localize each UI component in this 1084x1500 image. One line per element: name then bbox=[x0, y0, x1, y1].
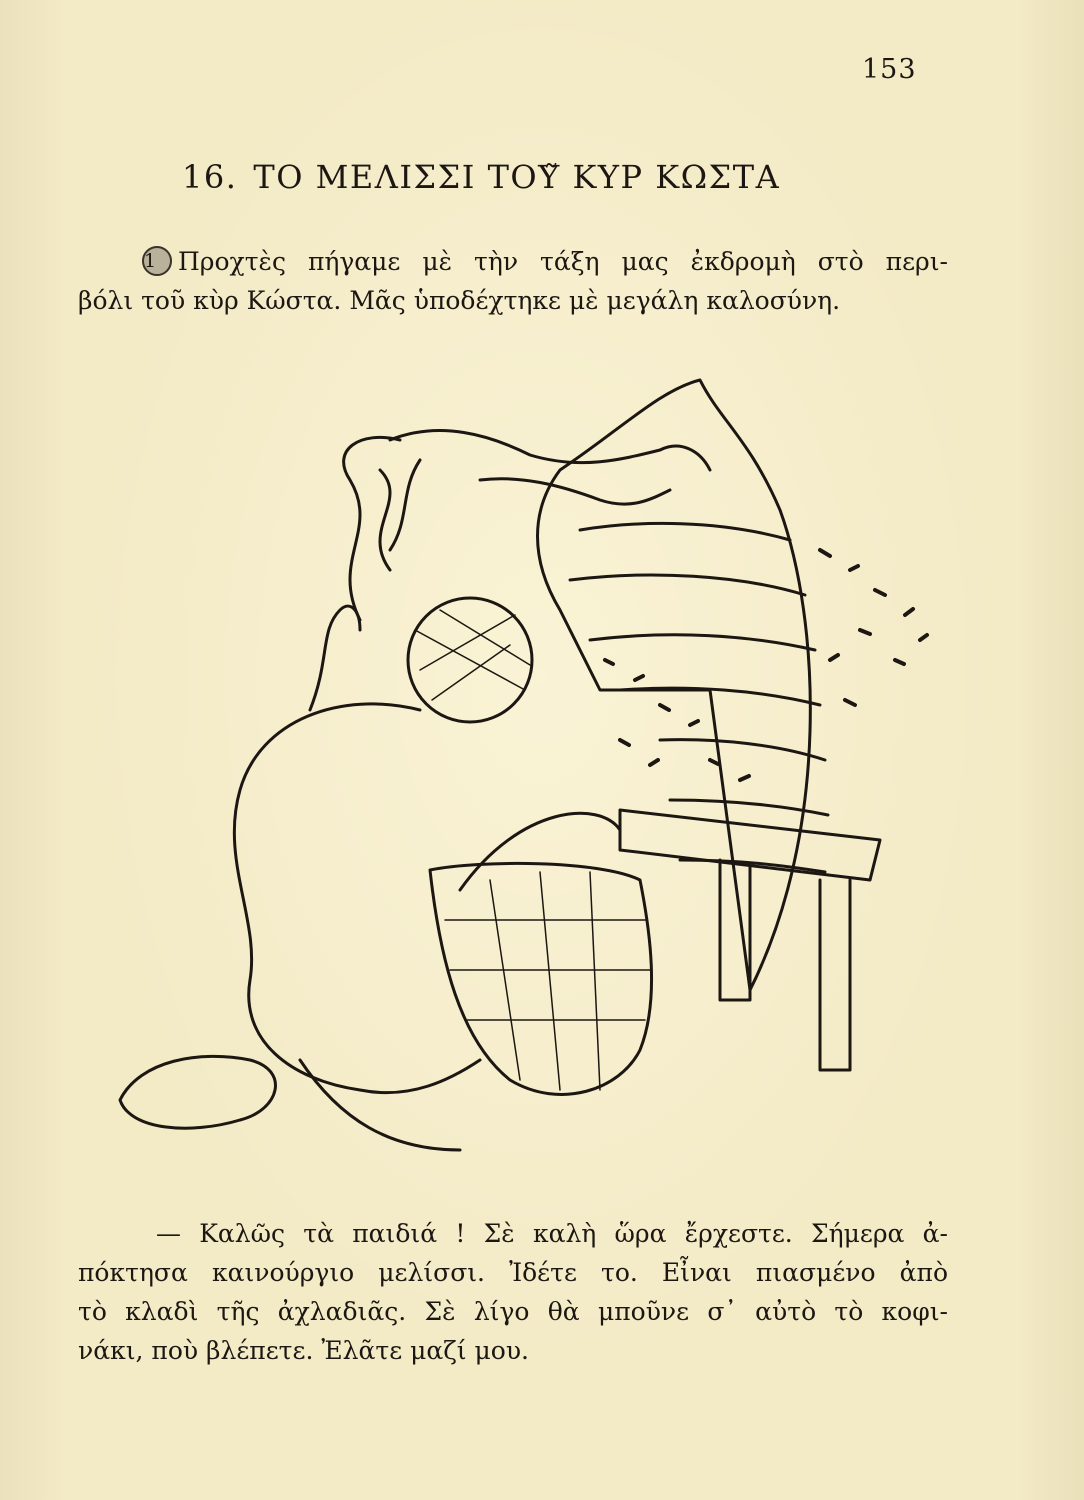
paragraph-2 bbox=[78, 1214, 948, 1370]
chapter-number: 16. bbox=[182, 158, 238, 196]
basket bbox=[430, 863, 652, 1094]
chapter-title bbox=[182, 158, 882, 196]
paragraph-1-line-2: βόλι τοῦ κὺρ Κώστα. Μᾶς ὑποδέχτηκε μὲ μεγάλη καλοσύνη. bbox=[78, 286, 841, 315]
paragraph-2-line-1-text: — Καλῶς τὰ παιδιά ! Σὲ καλὴ ὥρα ἔρχεστε. Σήμερα ἀ- bbox=[156, 1219, 948, 1248]
skep-hive bbox=[538, 380, 811, 990]
paragraph-1-line-1-text: Προχτὲς πήγαμε μὲ τὴν τάξη μας ἐκδρομὴ στὸ περι- bbox=[178, 247, 948, 276]
beekeeper-body bbox=[234, 704, 480, 1093]
paragraph-marker: 1 bbox=[142, 246, 172, 276]
paragraph-2-line-1 bbox=[78, 1214, 948, 1253]
pear-branch bbox=[390, 431, 710, 470]
beekeeper-foot bbox=[120, 1056, 275, 1128]
paragraph-2-line-2: πόκτησα καινούργιο μελίσσι. Ἰδέτε το. Εἶναι πιασμένο ἀπὸ bbox=[78, 1258, 948, 1287]
paragraph-2-line-3: τὸ κλαδὶ τῆς ἀχλαδιᾶς. Σὲ λίγο θὰ μποῦνε σ᾿ αὐτὸ τὸ κοφι- bbox=[78, 1297, 948, 1326]
beekeeper-illustration bbox=[60, 360, 960, 1170]
paragraph-1-line-1 bbox=[78, 242, 948, 281]
page-number: 153 bbox=[862, 54, 917, 85]
chapter-title-text: ΤΟ ΜΕΛΙΣΣΙ ΤΟΥ̃ ΚΥΡ ΚΩΣΤΑ bbox=[253, 158, 781, 196]
paragraph-1 bbox=[78, 242, 948, 320]
paragraph-2-line-4: νάκι, ποὺ βλέπετε. Ἐλᾶτε μαζί μου. bbox=[78, 1336, 529, 1365]
smoke bbox=[344, 437, 400, 620]
